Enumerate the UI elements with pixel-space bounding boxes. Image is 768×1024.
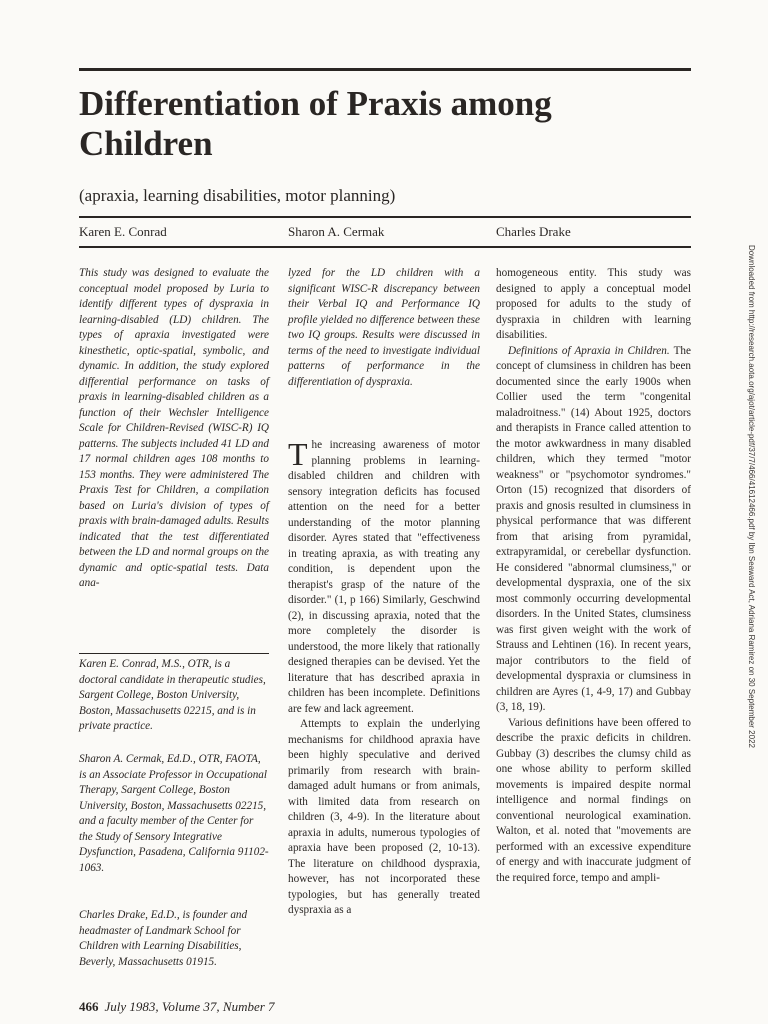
abstract-column-2 [288, 266, 480, 390]
various-definitions-paragraph: Various definitions have been offered to describe the praxic deficits in children. Gubbay (3) describes the clumsy child as one whose ability to perform skilled movements is impaired despite normal intelligence and normal findings on conventional neurological examination. Walton, et al. noted that "movements are performed with an excessive expenditure of energy and with inaccurate judgment of the required force, tempo and ampli- [496, 716, 691, 884]
body-column-3 [496, 266, 691, 886]
article-title: Differentiation of Praxis among Children [79, 84, 552, 163]
download-watermark [745, 245, 763, 855]
page-number: 466 [79, 999, 99, 1014]
author-bio-conrad: Karen E. Conrad, M.S., OTR, is a doctoral candidate in therapeutic studies, Sargent College, Boston University, Boston, Massachusetts 02215, and is in private practice. [79, 658, 266, 732]
keywords-rule [79, 216, 691, 218]
mechanisms-paragraph: Attempts to explain the underlying mechanisms for childhood apraxia have been highly speculative and derived primarily from research with brain-damaged adult humans or from animals, with limited data from research on children (3, 4-9). In the literature about apraxia in adults, numerous typologies of apraxia have been proposed (2, 10-13). The literature on childhood dyspraxia, however, has not incorporated these typologies, but has generally treated dyspraxia as a [288, 718, 480, 916]
issue-info: July 1983, Volume 37, Number 7 [104, 999, 275, 1014]
study-paragraph: homogeneous entity. This study was designed to apply a conceptual model proposed for adults to the study of dyspraxia in children with learning disabilities. [496, 267, 691, 341]
author-bio-cermak: Sharon A. Cermak, Ed.D., OTR, FAOTA, is an Associate Professor in Occupational Therapy, Sargent College, Boston University, Boston, Massachusetts 02215, and a faculty member of the Center for the Study of Sensory Integrative Dysfunction, Pasadena, California 91102-1063. [79, 753, 269, 874]
abstract-column-1 [79, 266, 269, 592]
body-column-2 [288, 438, 480, 919]
drop-cap: T [288, 436, 308, 472]
page-footer [79, 999, 275, 1015]
article-keywords: (apraxia, learning disabilities, motor planning) [79, 186, 396, 205]
definitions-paragraph [496, 344, 691, 716]
author-1: Karen E. Conrad [79, 224, 167, 239]
author-2: Sharon A. Cermak [288, 224, 385, 239]
abstract-text: This study was designed to evaluate the conceptual model proposed by Luria to identify different types of dyspraxia in learning-disabled (LD) children. The types of apraxia investigated were kinesthetic, optic-spatial, symbolic, and dynamic. In addition, the study explored differential performance on tasks of praxis in learning-disabled children as a function of their Wechsler Intelligence Scale for Children-Revised (WISC-R) IQ patterns. The subjects included 41 LD and 17 normal children ages 108 months to 153 months. They were administered The Praxis Test for Children, a compilation based on Luria's division of types of praxis with brain-damaged adults. Results indicated that the test differentiated between the LD and normal groups on the dynamic and optic-spatial tests. Data ana- [79, 267, 269, 589]
intro-paragraph: he increasing awareness of motor planning problems in learning-disabled children and children with sensory integration deficits has focused attention on the need for a better understanding of the motor planning disorder. Ayres stated that "effectiveness in treating apraxia, as with treating any condition, is dependent upon the therapist's grasp of the nature of the disorder." (1, p 166) Similarly, Geschwind (2), in discussing apraxia, noted that the more completely the disorder is understood, the more likely that rationally designed therapies can be devised. Yet the literature that has described apraxia in children has been incomplete. Definitions are few and lack agreement. [288, 439, 480, 715]
download-notice: Downloaded from http://research.aota.org/ajot/article-pdf/37/7/466/41612466.pdf by Ibn Seaward Act, Adriana Ramirez on 30 September 2022 [747, 245, 756, 748]
abstract-continued: lyzed for the LD children with a significant WISC-R discrepancy between their Verbal IQ and Performance IQ profile yielded no difference between these two IQ groups. Results were discussed in terms of the need to investigate individual patterns of performance in the differentiation of dyspraxia. [288, 267, 480, 388]
definitions-heading: Definitions of Apraxia in Children. [508, 344, 670, 357]
bio-rule [79, 653, 269, 654]
author-3: Charles Drake [496, 224, 571, 239]
authors-rule [79, 246, 691, 248]
definitions-text: The concept of clumsiness in children has been documented since the early 1900s when Collier used the term "congenital maladroitness." (14) About 1925, doctors and therapists in France called attention to the motor awkwardness in many disabled children, which they termed "motor weakness" or "psychomotor syndromes." Orton (15) recognized that disorders of praxis and gnosis resulted in clumsiness in physical performance that was different from that arising from pyramidal, extrapyramidal, or cerebellar dysfunction. He considered "abnormal clumsiness," or developmental dyspraxia, one of the six most commonly occurring developmental disorders. In the United States, clumsiness was first given weight with the work of Strauss and Lehtinen (16). In recent years, major contributors to the field of developmental dyspraxia or clumsiness in children are Ayres (1, 4-9, 17) and Gubbay (3, 18, 19). [496, 344, 691, 713]
author-bio-drake: Charles Drake, Ed.D., is founder and headmaster of Landmark School for Children with Learning Disabilities, Beverly, Massachusetts 01915. [79, 909, 248, 968]
top-rule [79, 68, 691, 71]
